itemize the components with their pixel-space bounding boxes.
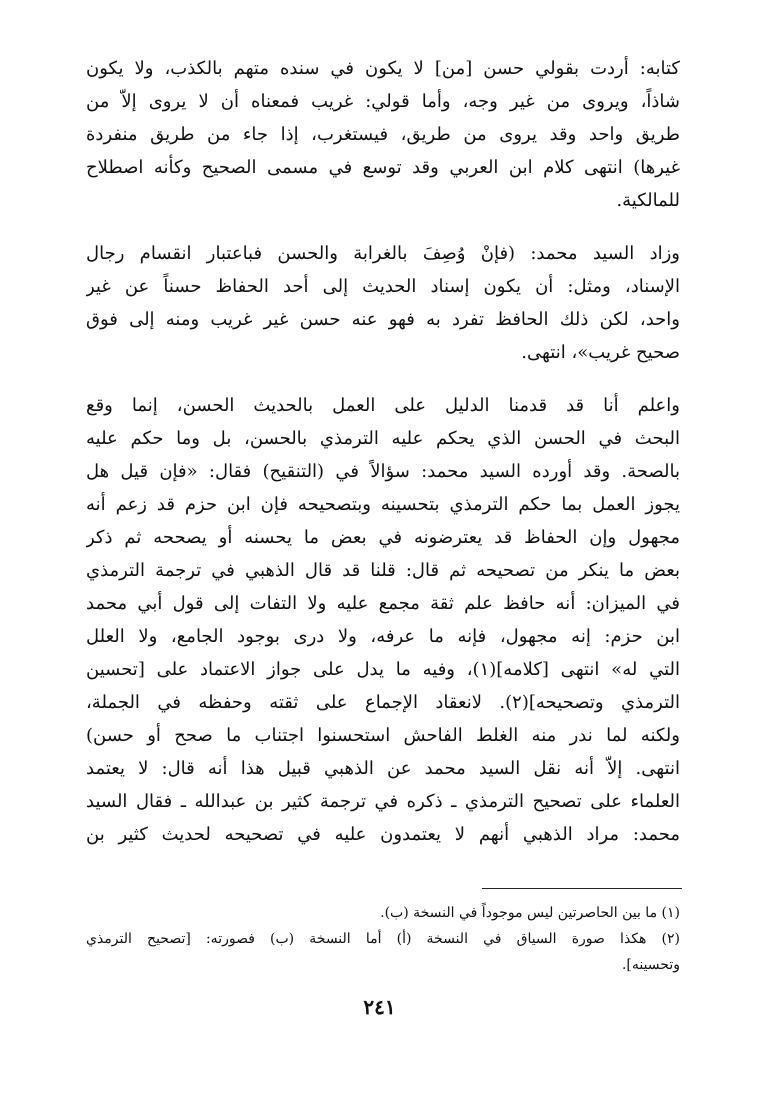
footnote-1: (١) ما بين الحاصرتين ليس موجوداً في النسخة (ب). xyxy=(380,905,680,921)
text-line: محمد: مراد الذهبي أنهم لا يعتمدون عليه في تصحيحه لحديث كثير بن xyxy=(86,824,680,845)
text-line: غيرها) انتهى كلام ابن العربي وقد توسع في مسمى الصحيح وكأنه اصطلاح xyxy=(86,157,680,178)
page-body xyxy=(86,52,680,851)
footnote-separator xyxy=(482,888,682,889)
page-number: ٢٤١ xyxy=(363,995,396,1019)
paragraph-gap xyxy=(86,217,680,237)
text-line: شاذاً، ويروى من غير وجه، وأما قولي: غريب فمعناه أن لا يروى إلاّ من xyxy=(86,91,680,112)
text-line: مجهول وإن الحفاظ قد يعترضونه في بعض ما يحسنه أو يصححه ثم ذكر xyxy=(86,527,680,548)
text-line: انتهى. إلاّ أنه نقل السيد محمد عن الذهبي قبيل هذا أنه قال: لا يعتمد xyxy=(86,758,680,779)
text-line: للمالكية. xyxy=(616,190,680,211)
paragraph-gap xyxy=(86,369,680,389)
text-line: واعلم أنا قد قدمنا الدليل على العمل بالحديث الحسن، إنما وقع xyxy=(86,395,680,416)
text-line: في الميزان: أنه حافظ علم ثقة مجمع عليه ولا التفات إلى قول أبي محمد xyxy=(86,593,680,614)
text-line: البحث في الحسن الذي يحكم عليه الترمذي بالحسن، بل وما حكم عليه xyxy=(86,428,680,449)
text-line: يجوز العمل بما حكم الترمذي بتحسينه وبتصحيحه فإن ابن حزم قد زعم أنه xyxy=(86,494,680,515)
text-line: ابن حزم: إنه مجهول، فإنه ما عرفه، ولا درى بوجود الجامع، ولا العلل xyxy=(86,626,680,647)
text-line: بعض ما ينكر من تصحيحه ثم قال: قلنا قد قال الذهبي في ترجمة الترمذي xyxy=(86,560,680,581)
text-line: بالصحة. وقد أورده السيد محمد: سؤالاً في (التنقيح) فقال: «فإن قيل هل xyxy=(86,461,680,482)
paragraph-2 xyxy=(86,237,680,369)
footnote-2: (٢) هكذا صورة السياق في النسخة (أ) أما النسخة (ب) فصورته: [تصحيح الترمذي xyxy=(86,931,680,947)
footnotes xyxy=(86,900,680,978)
text-line: الإسناد، ومثل: أن يكون إسناد الحديث إلى أحد الحفاظ حسناً عن غير xyxy=(86,276,680,297)
text-line: التي له» انتهى [كلامه](١)، وفيه ما يدل على جواز الاعتماد على [تحسين xyxy=(86,659,680,680)
text-line: كتابه: أردت بقولي حسن [من] لا يكون في سنده متهم بالكذب، ولا يكون xyxy=(86,58,680,79)
text-line: ولكنه لما ندر منه الغلط الفاحش استحسنوا اجتناب ما صحح أو حسن) xyxy=(86,725,680,746)
text-line: طريق واحد وقد يروى من طريق، فيستغرب، إذا جاء من طريق منفردة xyxy=(86,124,680,145)
text-line: الترمذي وتصحيحه](٢). لانعقاد الإجماع على ثقته وحفظه في الجملة، xyxy=(86,692,680,713)
footnote-2-continuation: وتحسينه]. xyxy=(621,957,680,973)
text-line: العلماء على تصحيح الترمذي ـ ذكره في ترجمة كثير بن عبدالله ـ فقال السيد xyxy=(86,791,680,812)
paragraph-3 xyxy=(86,389,680,851)
paragraph-1 xyxy=(86,52,680,217)
text-line: صحيح غريب»، انتهى. xyxy=(521,342,680,363)
text-line: وزاد السيد محمد: (فإنْ وُصِفَ بالغرابة والحسن فباعتبار انقسام رجال xyxy=(86,243,680,264)
text-line: واحد، لكن ذلك الحافظ تفرد به فهو عنه حسن غير غريب ومنه إلى فوق xyxy=(86,309,680,330)
